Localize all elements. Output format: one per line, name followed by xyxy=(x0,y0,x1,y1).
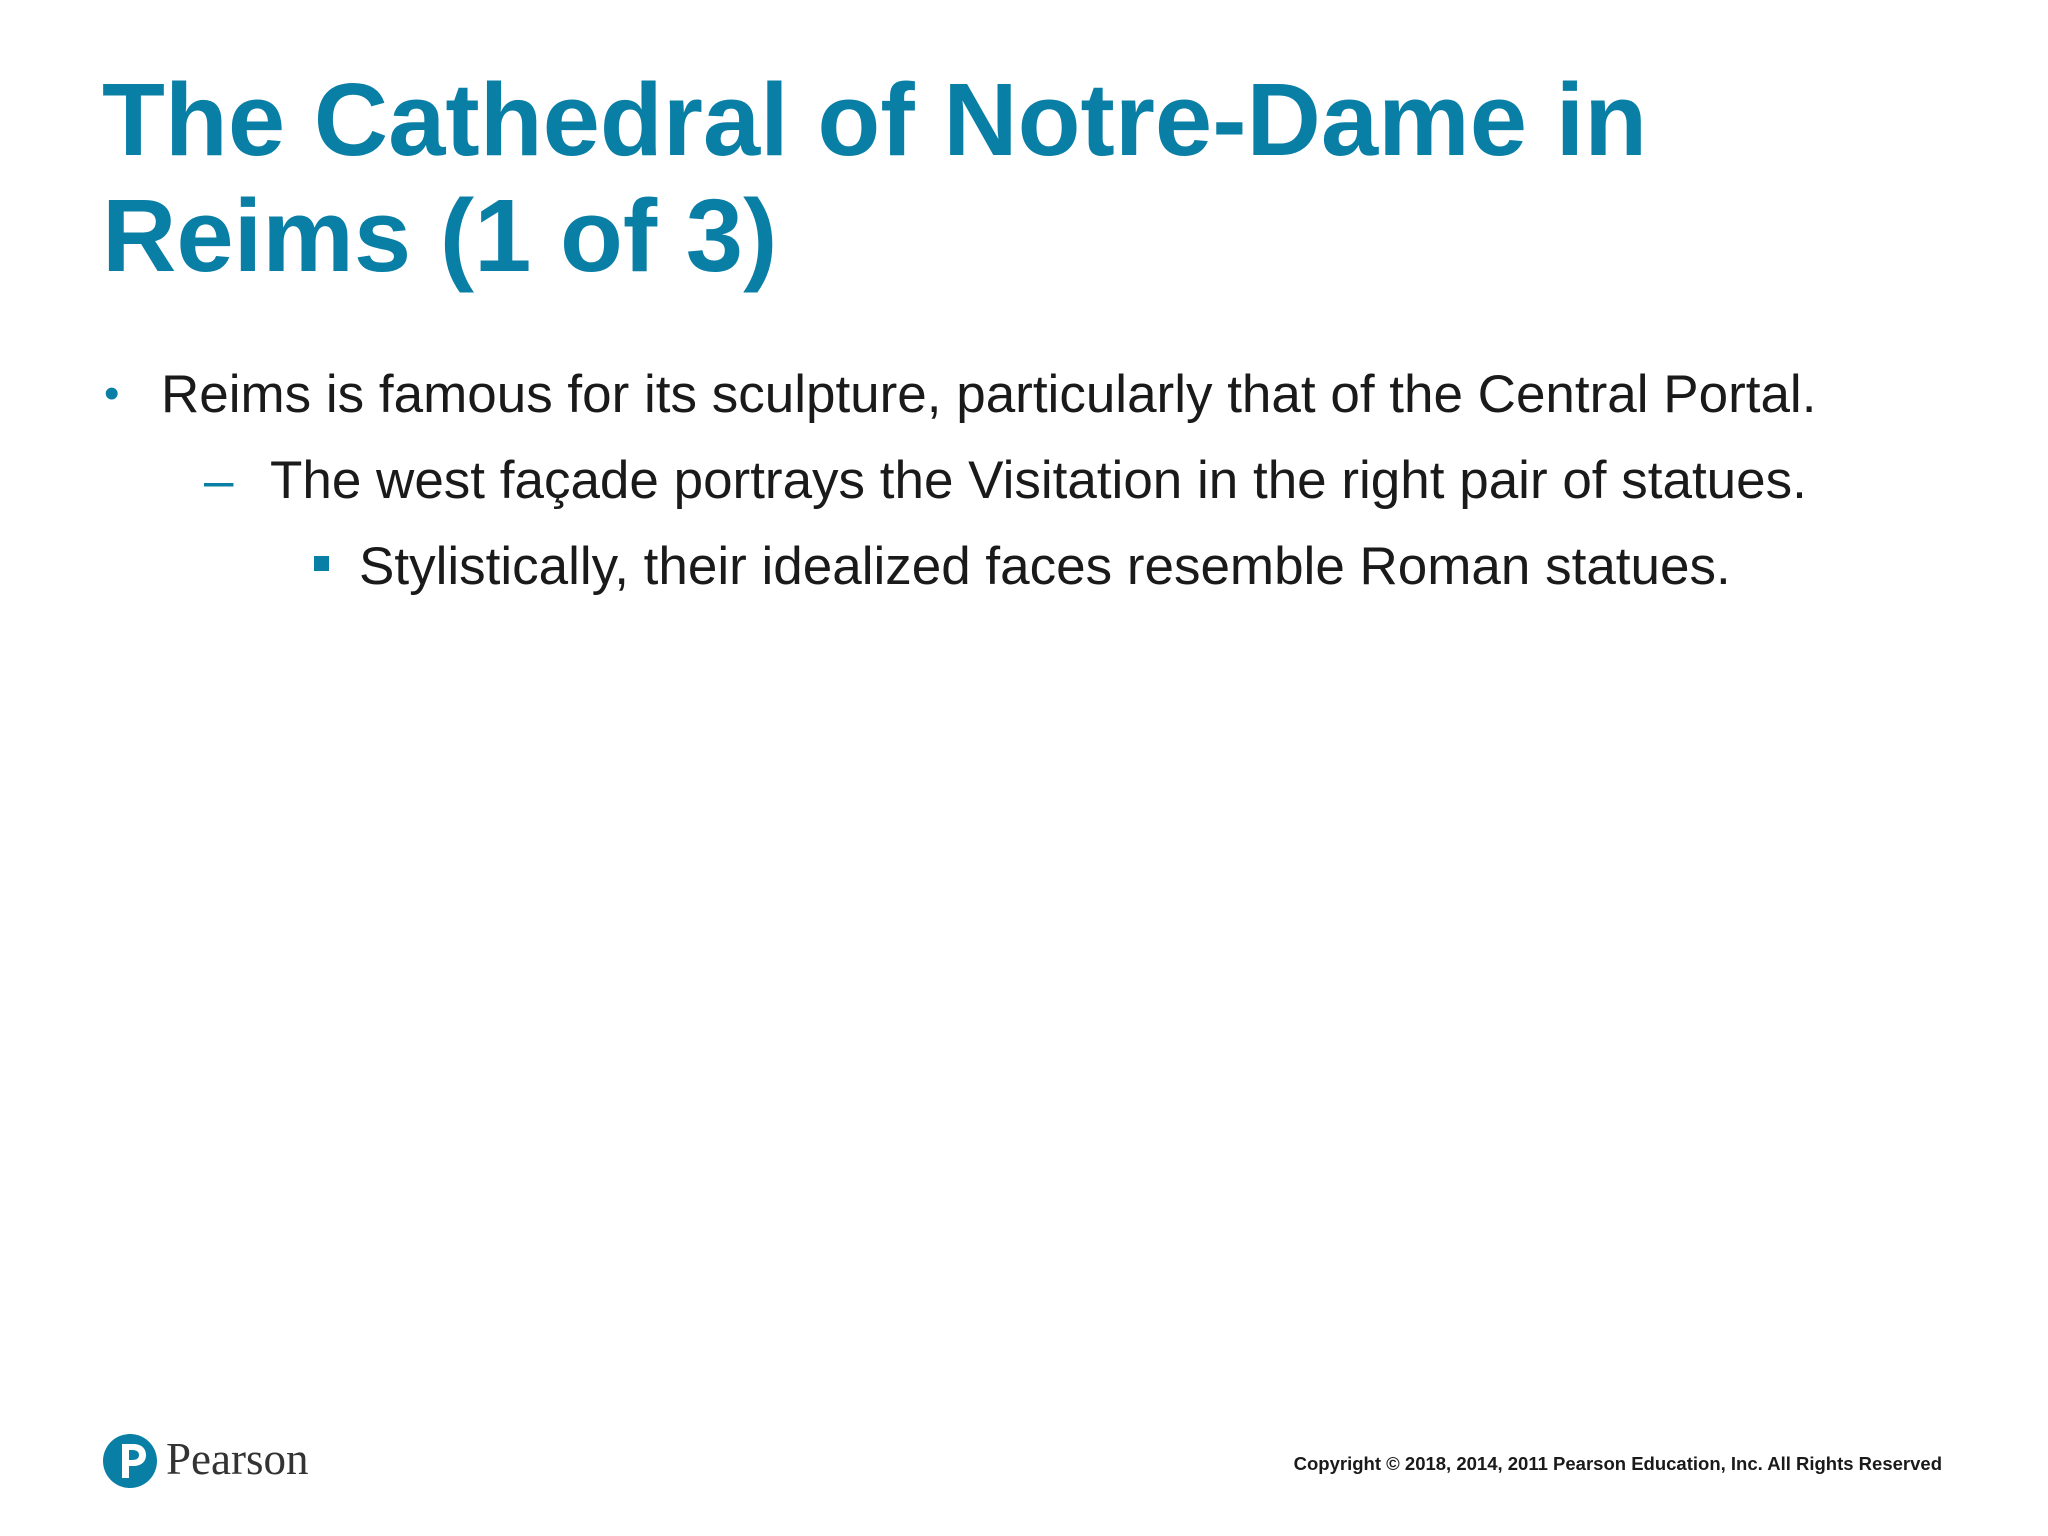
pearson-wordmark: Pearson xyxy=(166,1434,309,1484)
bullet-square-icon xyxy=(314,556,329,571)
copyright-notice: Copyright © 2018, 2014, 2011 Pearson Education, Inc. All Rights Reserved xyxy=(1293,1453,1942,1474)
bullet-level-2 xyxy=(0,446,2048,526)
bullet-text: Stylistically, their idealized faces resemble Roman statues. xyxy=(359,537,1731,596)
bullet-level-1 xyxy=(0,360,2048,440)
bullet-level-3 xyxy=(0,532,2048,612)
slide-title: The Cathedral of Notre-Dame in Reims (1 of 3) xyxy=(102,62,1648,293)
bullet-text: The west façade portrays the Visitation in the right pair of statues. xyxy=(270,451,1807,510)
bullet-text: Reims is famous for its sculpture, particularly that of the Central Portal. xyxy=(161,365,1817,424)
bullet-dot-icon: • xyxy=(104,369,120,418)
bullet-dash-icon: – xyxy=(204,451,234,510)
pearson-p-logo-icon xyxy=(102,1428,158,1494)
pearson-logo xyxy=(102,1428,362,1494)
